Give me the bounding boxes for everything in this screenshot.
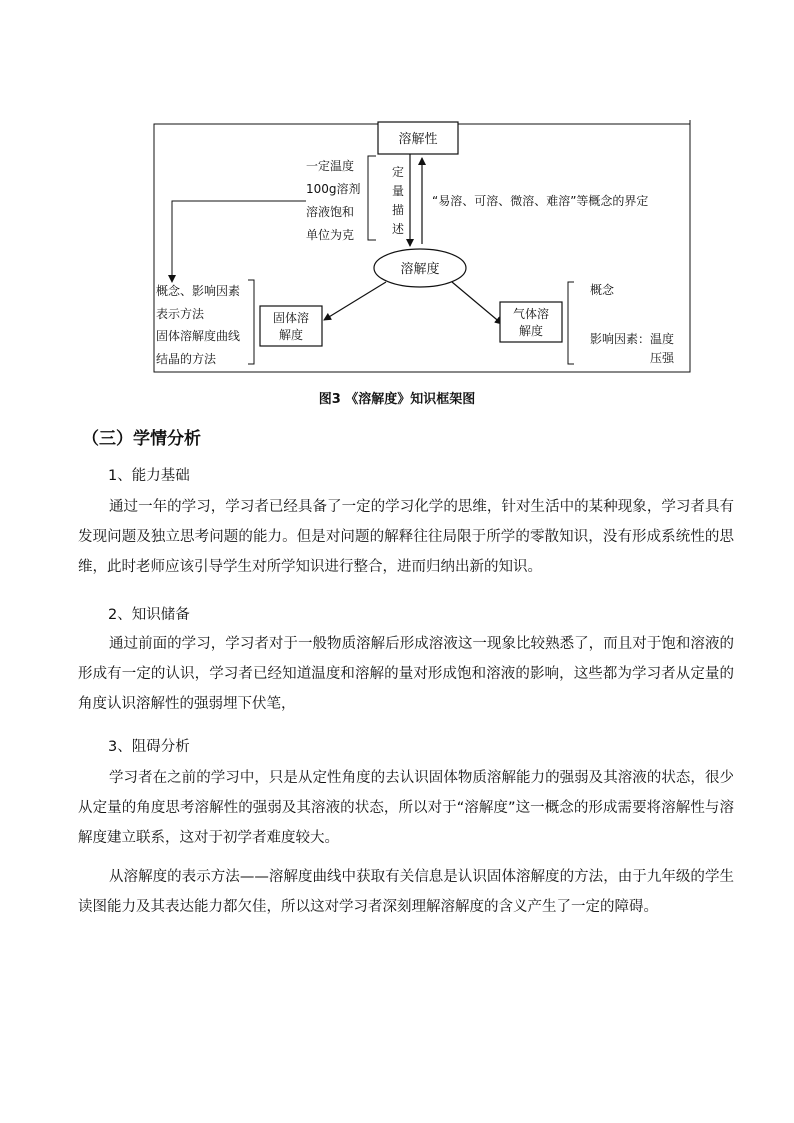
paragraph-obstacles-2: 从溶解度的表示方法——溶解度曲线中获取有关信息是认识固体溶解度的方法，由于九年级的学生读图能力及其表达能力都欠佳，所以这对学习者深刻理解溶解度的含义产生了一定的障碍。 [78,869,734,915]
solubility-label: 溶解性 [398,132,438,147]
solid-item-3: 固体溶解度曲线 [156,329,241,343]
figure-caption: 图3 《溶解度》知识框架图 [318,392,476,407]
gas-label-line1: 气体溶 [512,307,550,321]
paragraph-knowledge: 通过前面的学习，学习者对于一般物质溶解后形成溶液这一现象比较熟悉了，而且对于饱和溶液的形成有一定的认识，学习者已经知道温度和溶解的量对形成饱和溶液的影响，这些都为学习者从定量的角度认识溶解性的强弱埋下伏笔， [78,636,734,712]
solid-label-line1: 固体溶 [272,311,310,325]
gas-bracket [568,282,574,364]
solid-item-1: 概念、影响因素 [156,284,241,298]
paragraph-ability: 通过一年的学习，学习者已经具备了一定的学习化学的思维，针对生活中的某种现象，学习者具有发现问题及独立思考问题的能力。但是对问题的解释往往局限于所学的零散知识，没有形成系统性的思维，此时老师应该引导学生对所学知识进行整合，进而归纳出新的知识。 [78,499,734,575]
condition-4: 单位为克 [306,228,355,242]
solid-item-4: 结晶的方法 [156,352,217,366]
conditions-bracket [368,156,376,240]
section-heading: （三）学情分析 [82,429,201,449]
subsection-title-ability: 1、能力基础 [108,468,190,484]
gas-factor-pressure: 压强 [650,351,675,365]
arrow-to-gas [452,282,502,324]
quantitative-char-4: 述 [391,222,405,236]
quantitative-char-3: 描 [391,203,405,217]
arrow-to-solid [324,282,386,320]
condition-3: 溶液饱和 [306,205,355,219]
subsection-title-obstacles: 3、阻碍分析 [108,739,190,755]
subsection-title-knowledge: 2、知识储备 [108,607,190,623]
paragraph-obstacles-1: 学习者在之前的学习中，只是从定性角度的去认识固体物质溶解能力的强弱及其溶液的状态，很少从定量的角度思考溶解性的强弱及其溶液的状态，所以对于“溶解度”这一概念的形成需要将溶解性与溶解度建立联系，这对于初学者难度较大。 [78,770,734,846]
solid-item-2: 表示方法 [156,307,205,321]
solid-bracket [248,280,254,364]
quantitative-char-2: 量 [391,184,405,198]
concept-note: “易溶、可溶、微溶、难溶”等概念的界定 [432,194,649,208]
solid-label-line2: 解度 [278,328,304,342]
gas-label-line2: 解度 [518,324,544,338]
condition-1: 一定温度 [306,159,355,173]
gas-concept: 概念 [590,283,615,297]
gas-factor-temperature: 温度 [650,332,675,346]
quantitative-char-1: 定 [391,165,405,179]
gas-factor-label: 影响因素： [590,332,651,346]
conditions-to-solid-connector [172,201,306,282]
knowledge-framework-diagram [150,118,696,376]
solubility-degree-label: 溶解度 [400,262,440,277]
condition-2: 100g溶剂 [306,182,361,196]
